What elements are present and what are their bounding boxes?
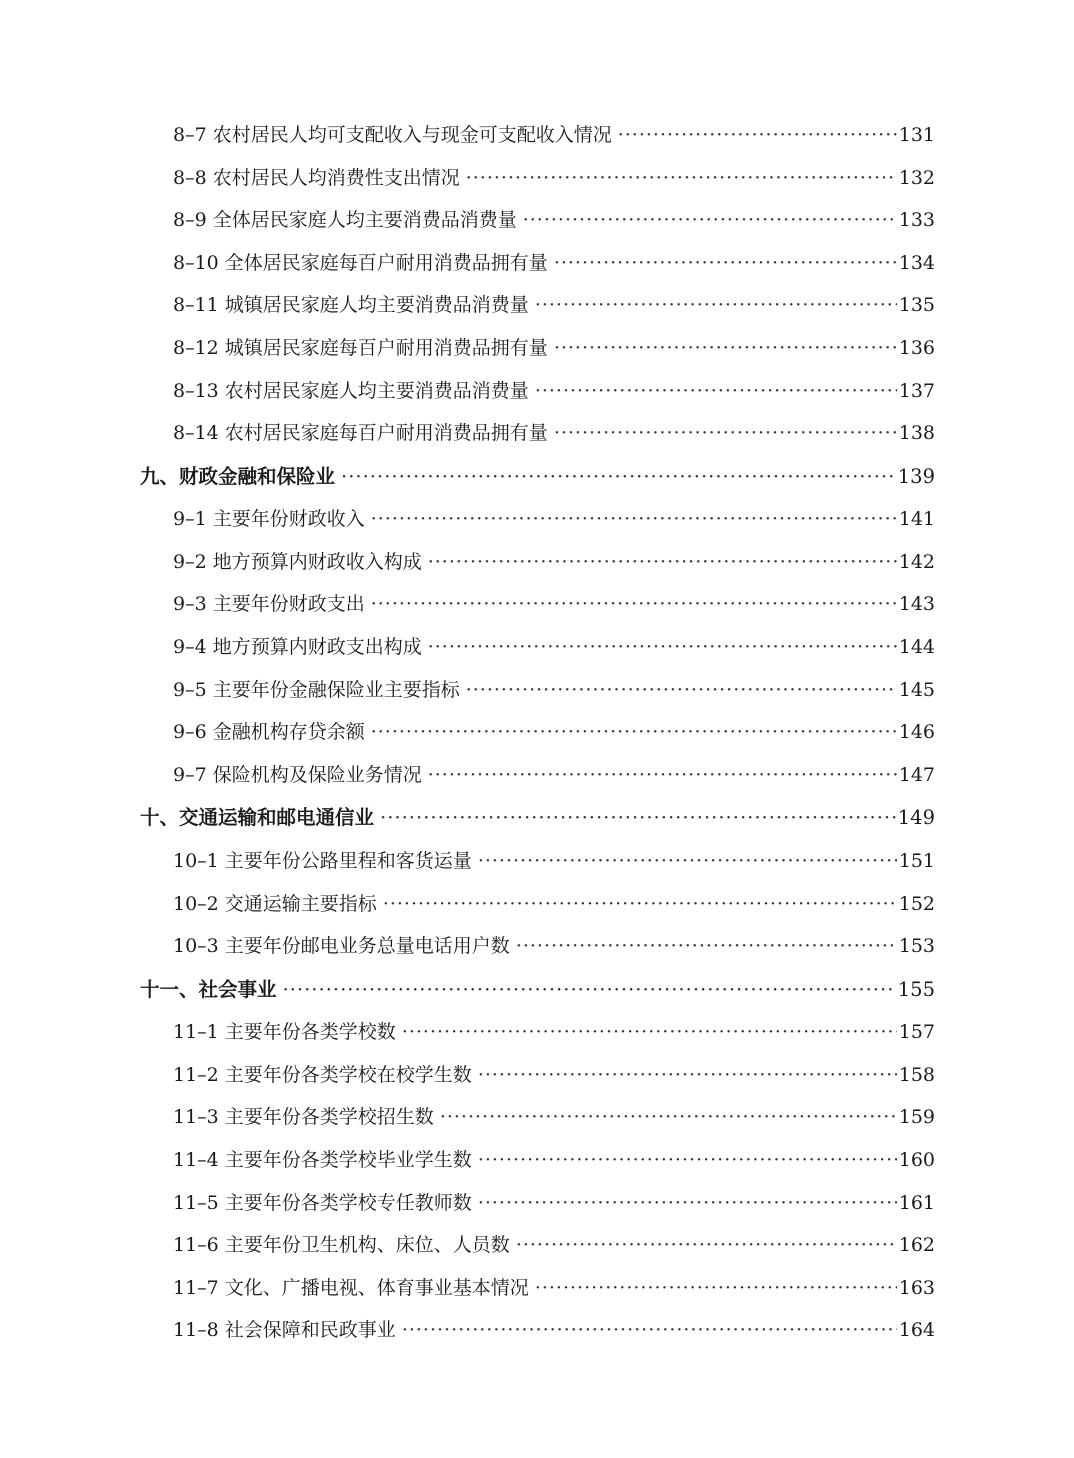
toc-page-number: 163 <box>898 1276 935 1299</box>
toc-page-number: 160 <box>898 1148 935 1171</box>
toc-entry-title: 10–2 交通运输主要指标 <box>173 892 377 915</box>
toc-page-number: 164 <box>898 1319 935 1342</box>
toc-entry[interactable] <box>140 1224 935 1267</box>
toc-entry[interactable] <box>140 327 935 370</box>
toc-page-number: 158 <box>898 1063 935 1086</box>
toc-entry[interactable] <box>140 242 935 285</box>
toc-page-number: 159 <box>898 1106 935 1129</box>
toc-section-title: 十、交通运输和邮电通信业 <box>140 806 375 830</box>
toc-entry[interactable] <box>140 412 935 455</box>
toc-entry-title: 8–9 全体居民家庭人均主要消费品消费量 <box>173 209 517 232</box>
toc-entry-title: 11–3 主要年份各类学校招生数 <box>173 1106 434 1129</box>
toc-entry-title: 9–4 地方预算内财政支出构成 <box>173 636 422 659</box>
dot-leader <box>535 1267 897 1310</box>
toc-entry[interactable] <box>140 669 935 712</box>
toc-entry-title: 8–13 农村居民家庭人均主要消费品消费量 <box>173 379 529 402</box>
toc-page-number: 135 <box>898 294 935 317</box>
dot-leader <box>440 1096 897 1139</box>
toc-page-number: 153 <box>898 935 935 958</box>
toc-page-number: 144 <box>898 636 935 659</box>
toc-page-number: 143 <box>898 593 935 616</box>
toc-page-number: 142 <box>898 550 935 573</box>
toc-entry-title: 8–12 城镇居民家庭每百户耐用消费品拥有量 <box>173 336 548 359</box>
toc-page-number: 149 <box>897 806 935 830</box>
toc-entry-title: 11–7 文化、广播电视、体育事业基本情况 <box>173 1276 529 1299</box>
dot-leader <box>402 1011 897 1054</box>
toc-page-number: 151 <box>898 849 935 872</box>
toc-entry[interactable] <box>140 1096 935 1139</box>
toc-entry-title: 9–3 主要年份财政支出 <box>173 593 365 616</box>
dot-leader <box>535 284 897 327</box>
toc-entry[interactable] <box>140 498 935 541</box>
toc-entry-title: 10–1 主要年份公路里程和客货运量 <box>173 849 472 872</box>
toc-entry[interactable] <box>140 1011 935 1054</box>
toc-entry-title: 8–14 农村居民家庭每百户耐用消费品拥有量 <box>173 422 548 445</box>
dot-leader <box>554 327 897 370</box>
toc-entry[interactable] <box>140 541 935 584</box>
toc-entry[interactable] <box>140 284 935 327</box>
dot-leader <box>554 412 897 455</box>
toc-entry[interactable] <box>140 583 935 626</box>
toc-section-title: 十一、社会事业 <box>140 977 277 1001</box>
toc-entry-title: 9–1 主要年份财政收入 <box>173 508 365 531</box>
toc-entry[interactable] <box>140 1182 935 1225</box>
toc-entry-title: 9–5 主要年份金融保险业主要指标 <box>173 678 460 701</box>
dot-leader <box>478 1182 897 1225</box>
toc-page-number: 162 <box>898 1234 935 1257</box>
toc-page-number: 161 <box>898 1191 935 1214</box>
toc-entry[interactable] <box>140 754 935 797</box>
toc-entry[interactable] <box>140 840 935 883</box>
dot-leader <box>341 455 896 499</box>
toc-entry[interactable] <box>140 626 935 669</box>
toc-section-heading[interactable] <box>140 796 935 840</box>
dot-leader <box>554 242 897 285</box>
toc-entry[interactable] <box>140 925 935 968</box>
toc-entry[interactable] <box>140 370 935 413</box>
toc-page-number: 145 <box>898 678 935 701</box>
dot-leader <box>478 840 897 883</box>
toc-page-number: 138 <box>898 422 935 445</box>
toc-page-number: 131 <box>898 124 935 146</box>
dot-leader <box>523 199 897 242</box>
dot-leader <box>371 498 897 541</box>
toc-entry-title: 8–8 农村居民人均消费性支出情况 <box>173 166 460 189</box>
toc-entry[interactable] <box>140 1267 935 1310</box>
toc-section-heading[interactable] <box>140 968 935 1012</box>
dot-leader <box>283 968 896 1012</box>
dot-leader <box>466 157 897 200</box>
dot-leader <box>428 754 897 797</box>
toc-entry[interactable] <box>140 1139 935 1182</box>
toc-page-number: 132 <box>898 166 935 189</box>
toc-entry-title: 11–4 主要年份各类学校毕业学生数 <box>173 1148 472 1171</box>
toc-page-number: 155 <box>897 977 935 1001</box>
toc-page-number: 133 <box>898 209 935 232</box>
dot-leader <box>618 114 897 157</box>
toc-page-number: 136 <box>898 336 935 359</box>
dot-leader <box>380 796 896 840</box>
toc-entry-title: 8–7 农村居民人均可支配收入与现金可支配收入情况 <box>173 124 612 146</box>
toc-entry-title: 11–6 主要年份卫生机构、床位、人员数 <box>173 1234 510 1257</box>
dot-leader <box>478 1139 897 1182</box>
dot-leader <box>402 1309 897 1352</box>
toc-section-heading[interactable] <box>140 455 935 499</box>
dot-leader <box>478 1054 897 1097</box>
toc-entry-title: 11–1 主要年份各类学校数 <box>173 1021 396 1044</box>
dot-leader <box>535 370 897 413</box>
toc-page-number: 139 <box>897 464 935 488</box>
toc-entry[interactable] <box>140 157 935 200</box>
toc-page-number: 141 <box>898 508 935 531</box>
toc-entry-title: 8–10 全体居民家庭每百户耐用消费品拥有量 <box>173 251 548 274</box>
dot-leader <box>428 626 897 669</box>
dot-leader <box>371 711 897 754</box>
toc-entry[interactable] <box>140 199 935 242</box>
toc-section-title: 九、财政金融和保险业 <box>140 464 336 488</box>
dot-leader <box>466 669 897 712</box>
dot-leader <box>516 1224 897 1267</box>
toc-page-number: 152 <box>898 892 935 915</box>
toc-entry-title: 9–6 金融机构存贷余额 <box>173 721 365 744</box>
dot-leader <box>371 583 897 626</box>
dot-leader <box>428 541 897 584</box>
dot-leader <box>516 925 897 968</box>
toc-entry-title: 11–5 主要年份各类学校专任教师数 <box>173 1191 472 1214</box>
toc-entry[interactable] <box>140 883 935 926</box>
toc-entry-title: 9–7 保险机构及保险业务情况 <box>173 763 422 786</box>
toc-entry-title: 9–2 地方预算内财政收入构成 <box>173 550 422 573</box>
dot-leader <box>383 883 897 926</box>
toc-page-number: 137 <box>898 379 935 402</box>
toc-entry-title: 11–2 主要年份各类学校在校学生数 <box>173 1063 472 1086</box>
toc-entry-title: 8–11 城镇居民家庭人均主要消费品消费量 <box>173 294 529 317</box>
toc-entry[interactable] <box>140 1309 935 1352</box>
table-of-contents <box>140 114 935 1352</box>
toc-entry[interactable] <box>140 711 935 754</box>
toc-entry-title: 11–8 社会保障和民政事业 <box>173 1319 396 1342</box>
toc-entry[interactable] <box>140 1054 935 1097</box>
toc-page-number: 146 <box>898 721 935 744</box>
toc-page-number: 157 <box>898 1021 935 1044</box>
toc-page-number: 147 <box>898 763 935 786</box>
toc-entry[interactable] <box>140 114 935 157</box>
toc-page-number: 134 <box>898 251 935 274</box>
toc-entry-title: 10–3 主要年份邮电业务总量电话用户数 <box>173 935 510 958</box>
